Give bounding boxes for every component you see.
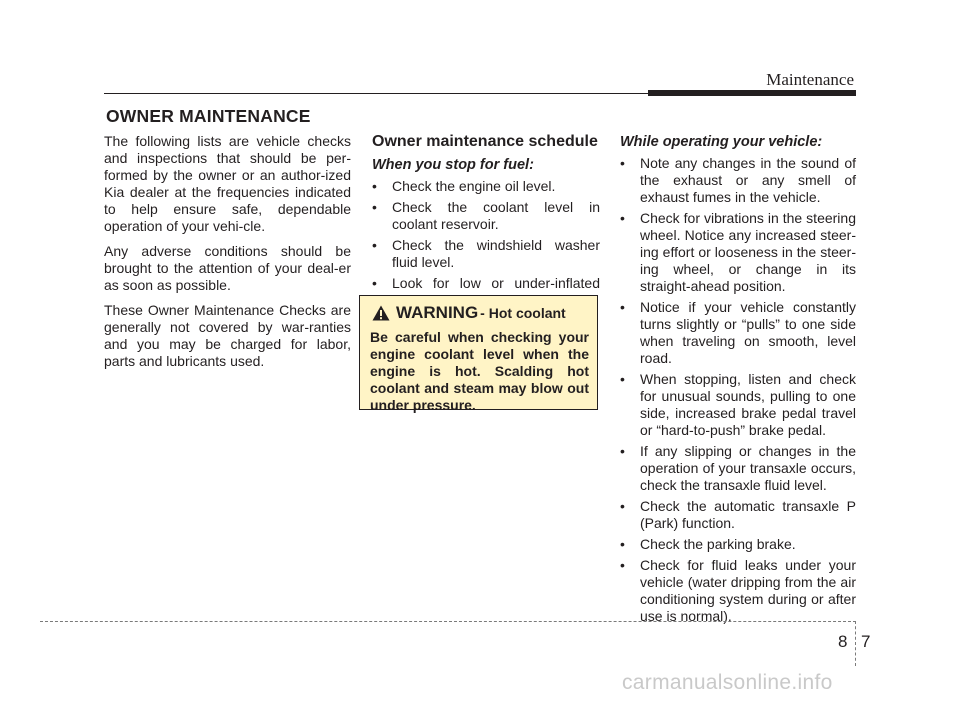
warning-label: WARNING	[396, 303, 479, 322]
bullet-icon: •	[620, 443, 625, 459]
bullet-icon: •	[372, 178, 377, 194]
operating-list	[620, 155, 856, 625]
warning-topic: - Hot coolant	[480, 305, 566, 321]
warning-text: Be careful when checking your engine coolant level when the engine is hot. Scalding hot coolant and steam may blow out under pressure.	[370, 329, 589, 413]
bullet-icon: •	[620, 557, 625, 573]
schedule-column	[372, 133, 600, 313]
watermark: carmanualsonline.info	[622, 671, 833, 694]
list-item: • Note any changes in the sound of the exhaust or any smell of exhaust fumes in the vehicle.	[620, 155, 856, 205]
warning-box	[359, 295, 598, 413]
list-item: • Check the windshield washer fluid level.	[372, 237, 600, 270]
bullet-icon: •	[372, 237, 377, 253]
page-header-title: Maintenance	[766, 70, 854, 89]
list-item: • Check the coolant level in coolant reservoir.	[372, 199, 600, 232]
operating-heading: While operating your vehicle:	[620, 134, 823, 150]
intro-paragraph: Any adverse conditions should be brought to the attention of your deal-er as soon as possible.	[104, 243, 351, 293]
list-item: • Look for low or under-inflated	[372, 275, 600, 291]
list-item: • Check the automatic transaxle P (Park) function.	[620, 498, 856, 531]
fuel-stop-list	[372, 178, 600, 309]
bullet-icon: •	[372, 275, 377, 291]
header-rule-thick	[648, 90, 856, 96]
list-item: • Check the engine oil level.	[372, 178, 556, 194]
bullet-icon: •	[620, 210, 625, 226]
list-item: • When stopping, listen and check for unusual sounds, pulling to one side, increased brake pedal travel or “hard-to-push” brake pedal.	[620, 371, 856, 438]
schedule-heading: Owner maintenance schedule	[372, 133, 598, 150]
list-item: • If any slipping or changes in the operation of your transaxle occurs, check the transaxle fluid level.	[620, 443, 856, 493]
intro-paragraph: These Owner Maintenance Checks are generally not covered by war-ranties and you may be charged for labor, parts and lubricants used.	[104, 302, 351, 369]
list-item: • Check for vibrations in the steering wheel. Notice any increased steer-ing effort or looseness in the steer-ing wheel, or change in its straight-ahead position.	[620, 210, 856, 294]
list-item: • Notice if your vehicle constantly turns slightly or “pulls” to one side when traveling on smooth, level road.	[620, 299, 856, 366]
list-item: • Check the parking brake.	[620, 536, 796, 552]
intro-paragraph: The following lists are vehicle checks and inspections that should be per-formed by the owner or an author-ized Kia dealer at the frequencies indicated to help ensure safe, dependable operation of your vehi-cle.	[104, 133, 351, 234]
section-title: OWNER MAINTENANCE	[106, 106, 311, 126]
footer-rule	[40, 621, 856, 622]
page-index: 7	[861, 632, 871, 651]
operating-column	[620, 133, 856, 629]
intro-column	[104, 133, 351, 378]
bullet-icon: •	[620, 536, 625, 552]
bullet-icon: •	[372, 199, 377, 215]
footer-divider	[855, 621, 856, 666]
bullet-icon: •	[620, 155, 625, 171]
bullet-icon: •	[620, 371, 625, 387]
fuel-stop-heading: When you stop for fuel:	[372, 157, 534, 173]
list-item: • Check for fluid leaks under your vehicle (water dripping from the air conditioning system during or after use is normal).	[620, 557, 856, 624]
warning-triangle-icon	[372, 305, 390, 321]
warning-header	[370, 302, 589, 324]
bullet-icon: •	[620, 299, 625, 315]
chapter-number: 8	[838, 632, 848, 651]
bullet-icon: •	[620, 498, 625, 514]
header-rule-thin	[104, 93, 652, 94]
